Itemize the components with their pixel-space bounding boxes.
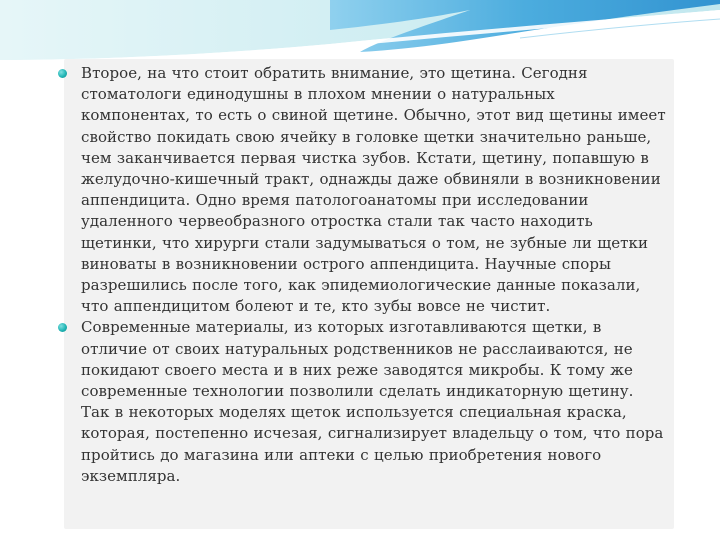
decorative-wave-header xyxy=(0,0,720,62)
bullet-text: Второе, на что стоит обратить внимание, это щетина. Сегодня стоматологи единодушны в плохом мнении о натуральных компонентах, то есть о свиной щетине. Обычно, этот вид щетины имеет свойство покидать свою ячейку в головке щетки значительно раньше, чем заканчивается первая чистка зубов. Кстати, щетину, попавшую в желудочно-кишечный тракт, однажды даже обвиняли в возникновении аппендицита. Одно время патологоанатомы при исследовании удаленного червеобразного отростка стали так часто находить щетинки, что хирурги стали задумываться о том, не зубные ли щетки виноваты в возникновении острого аппендицита. Научные споры разрешились после того, как эпидемиологические данные показали, что аппендицитом болеют и те, кто зубы вовсе не чистит. xyxy=(81,64,666,316)
bullet-list xyxy=(67,63,667,487)
bullet-item-bristles xyxy=(67,63,667,317)
bullet-item-materials xyxy=(67,317,667,487)
wave-graphic xyxy=(0,0,720,62)
bullet-text: Современные материалы, из которых изготавливаются щетки, в отличие от своих натуральных родственников не расслаиваются, не покидают своего места и в них реже заводятся микробы. К тому же современные технологии позволили сделать индикаторную щетину. Так в некоторых моделях щеток используется специальная краска, которая, постепенно исчезая, сигнализирует владельцу о том, что пора пройтись до магазина или аптеки с целью приобретения нового экземпляра. xyxy=(81,318,664,485)
circle-bullet-icon xyxy=(58,69,67,78)
